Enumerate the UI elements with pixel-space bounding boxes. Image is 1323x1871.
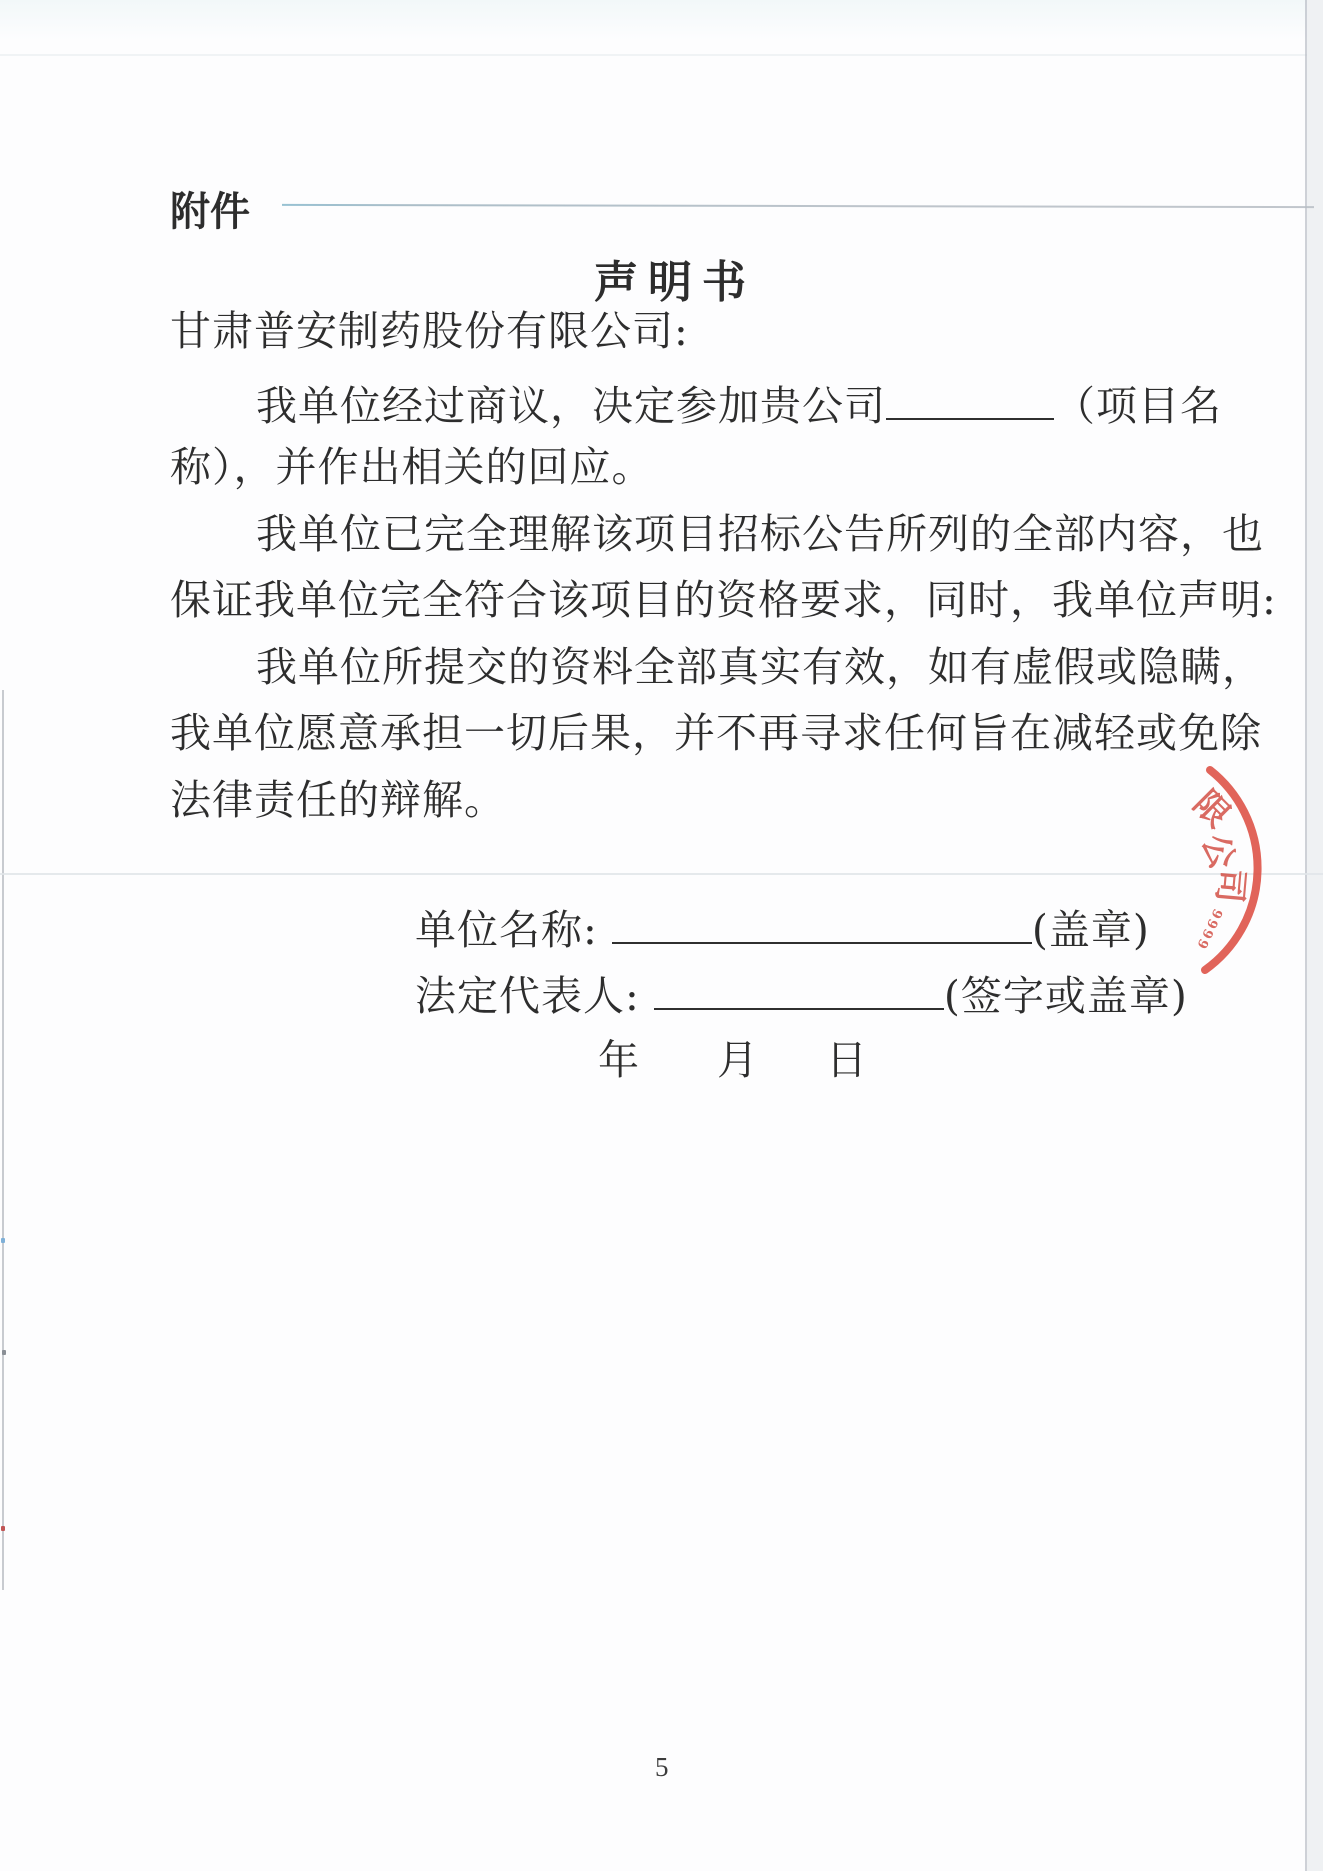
stamp-char: 司 bbox=[1208, 867, 1252, 905]
page-number: 5 bbox=[655, 1752, 669, 1782]
attachment-label: 附件 bbox=[170, 188, 250, 235]
sign-or-seal-note: (签字或盖章) bbox=[943, 972, 1188, 1020]
header-rule-line bbox=[282, 204, 1314, 208]
body-line-project-pre: 我单位经过商议，决定参加贵公司 bbox=[256, 382, 886, 430]
stamp-serial-digits: 9999 bbox=[1192, 906, 1225, 953]
stamp-char: 限 bbox=[1185, 783, 1238, 836]
body-line: 我单位已完全理解该项目招标公告所列的全部内容，也 bbox=[256, 510, 1264, 558]
legal-rep-blank-line bbox=[654, 967, 944, 1010]
unit-name-blank-line bbox=[612, 901, 1032, 944]
stamp-char: 公 bbox=[1193, 828, 1243, 875]
body-line-project-post: （项目名 bbox=[1054, 382, 1222, 430]
doc-title: 声明书 bbox=[594, 257, 756, 308]
body-line: 保证我单位完全符合该项目的资格要求，同时，我单位声明: bbox=[170, 576, 1277, 624]
month-label: 月 bbox=[717, 1036, 760, 1084]
scan-top-tint bbox=[0, 0, 1323, 40]
scan-left-edge-line bbox=[2, 690, 4, 1590]
unit-name-row bbox=[415, 897, 1150, 956]
legal-rep-row bbox=[415, 963, 1188, 1022]
legal-rep-label: 法定代表人: bbox=[415, 972, 640, 1020]
project-name-blank-line bbox=[886, 377, 1054, 420]
scan-speck bbox=[2, 1350, 6, 1355]
company-stamp bbox=[1148, 753, 1283, 988]
scan-right-edge-line bbox=[1305, 0, 1307, 1871]
day-label: 日 bbox=[826, 1036, 869, 1084]
scan-speck bbox=[1, 1238, 5, 1243]
body-line: 我单位所提交的资料全部真实有效，如有虚假或隐瞒， bbox=[256, 643, 1264, 691]
body-line-project bbox=[256, 377, 1222, 430]
year-label: 年 bbox=[598, 1036, 641, 1084]
body-line: 称），并作出相关的回应。 bbox=[170, 443, 654, 491]
scan-right-edge-band bbox=[1307, 0, 1323, 1871]
seal-note: (盖章) bbox=[1031, 906, 1150, 954]
salutation-line: 甘肃普安制药股份有限公司: bbox=[170, 307, 689, 355]
body-line: 法律责任的辩解。 bbox=[170, 776, 506, 824]
scan-fold-line bbox=[0, 873, 1323, 875]
body-line: 我单位愿意承担一切后果，并不再寻求任何旨在减轻或免除 bbox=[170, 709, 1262, 757]
scan-top-streak bbox=[0, 54, 1323, 56]
scan-speck bbox=[1, 1526, 5, 1531]
date-row bbox=[598, 1027, 869, 1086]
unit-name-label: 单位名称: bbox=[415, 906, 598, 954]
